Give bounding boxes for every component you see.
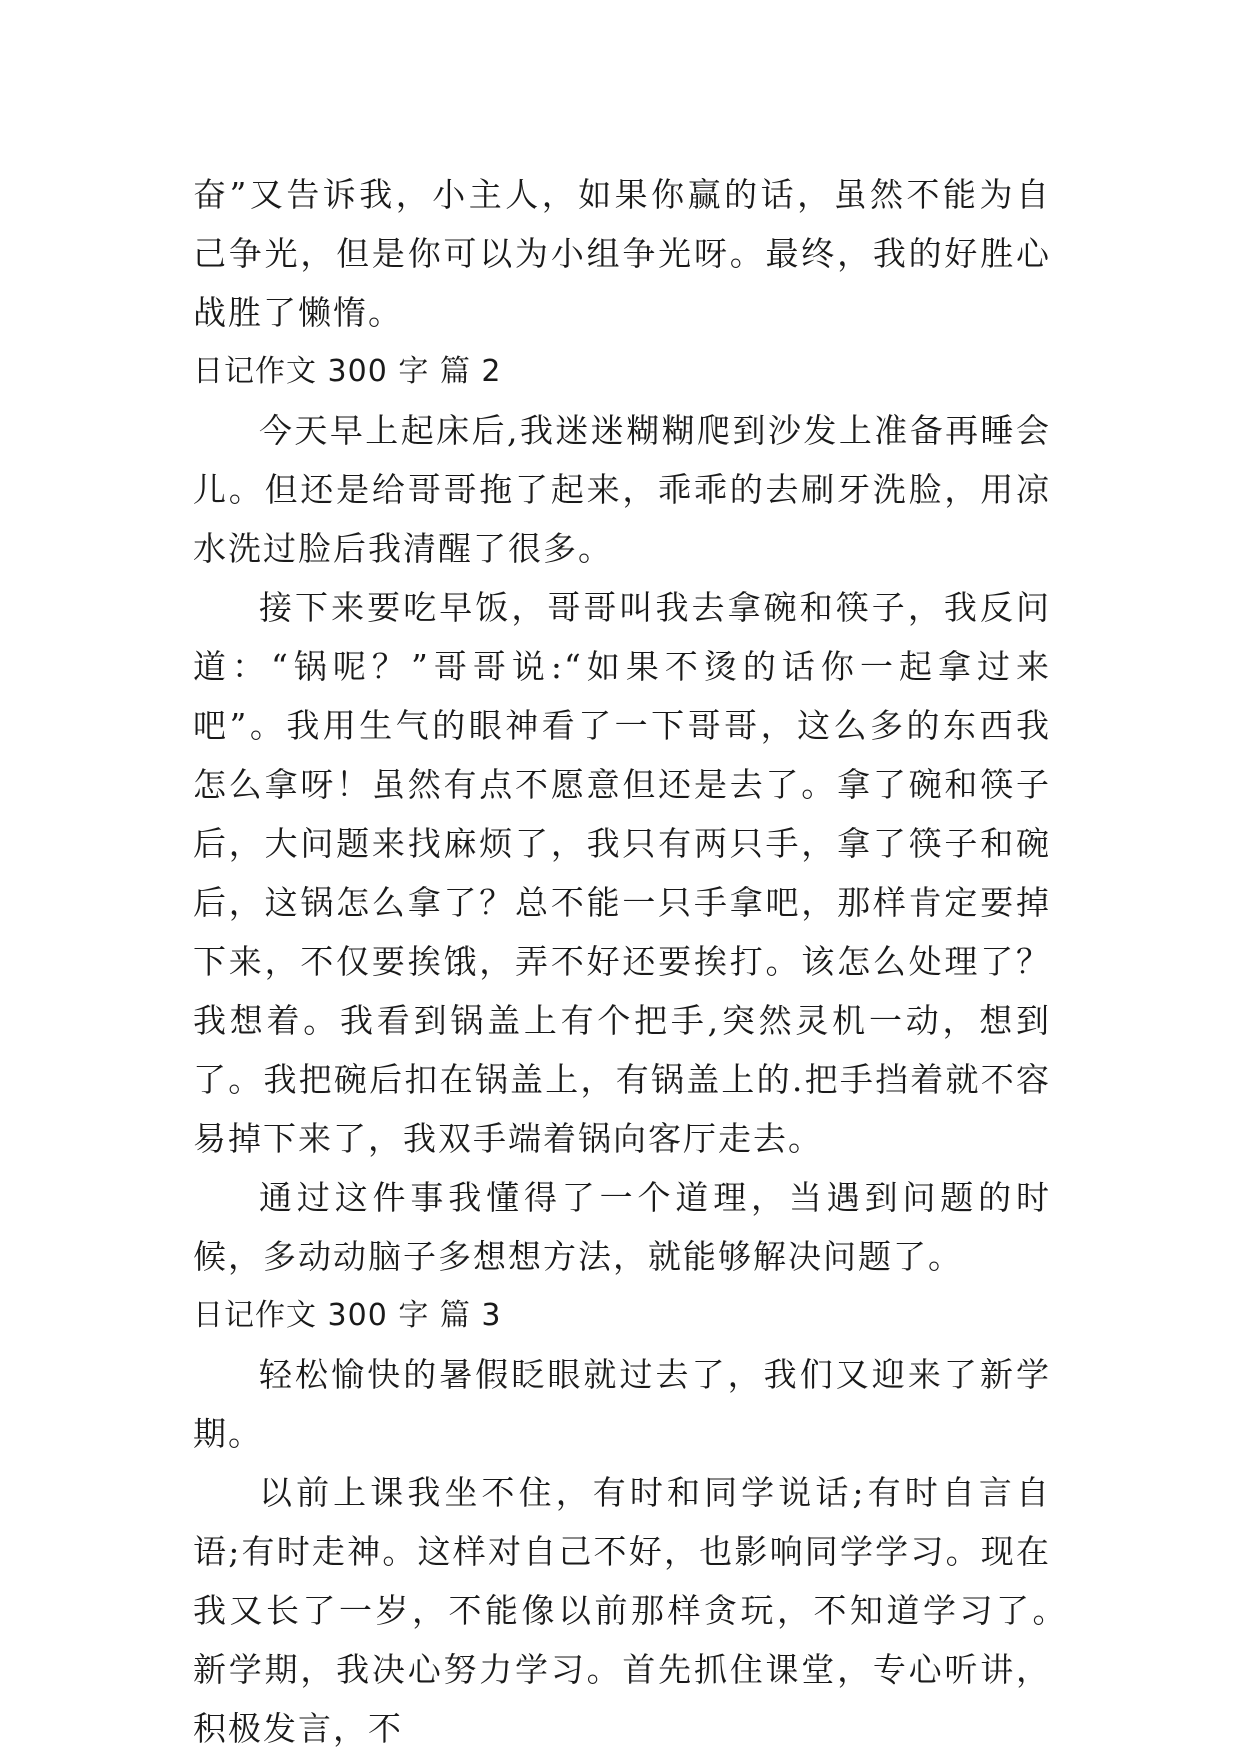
section-2-heading: 日记作文 300 字 篇 2 (193, 354, 502, 389)
section-3-paragraph-2: 以前上课我坐不住，有时和同学说话;有时自言自语;有时走神。这样对自己不好，也影响同学学习。现在我又长了一岁，不能像以前那样贪玩，不知道学习了。 新学期，我决心努力学习。首先抓住课堂，专心听讲，积极发言，不 (193, 1473, 1121, 1748)
section-3-heading: 日记作文 300 字 篇 3 (193, 1298, 502, 1333)
section-2-paragraph-2: 接下来要吃早饭，哥哥叫我去拿碗和筷子，我反问道：“锅呢？”哥哥说:“如果不烫的话你一起拿过来吧”。我用生气的眼神看了一下哥哥，这么多的东西我怎么拿呀！虽然有点不愿意但还是去了。拿了碗和筷子后，大问题来找麻烦了，我只有两只手，拿了筷子和碗后，这锅怎么拿了？总不能一只手拿吧，那样肯定要掉下来，不仅要挨饿，弄不好还要挨打。该怎么处理了？我想着。我看到锅盖上有个把手,突然灵机一动，想到了。我把碗后扣在锅盖上，有锅盖上的.把手挡着就不容易掉下来了，我双手端着锅向客厅走去。 (193, 588, 1051, 1158)
continuation-paragraph: 奋”又告诉我，小主人，如果你赢的话，虽然不能为自己争光，但是你可以为小组争光呀。最终，我的好胜心战胜了懒惰。 (193, 175, 1051, 332)
section-3-paragraph-1: 轻松愉快的暑假眨眼就过去了，我们又迎来了新学期。 (193, 1355, 1051, 1453)
section-2-paragraph-3: 通过这件事我懂得了一个道理，当遇到问题的时候，多动动脑子多想想方法，就能够解决问题了。 (193, 1178, 1051, 1276)
document-body (193, 165, 1121, 1758)
section-2-paragraph-1: 今天早上起床后,我迷迷糊糊爬到沙发上准备再睡会儿。但还是给哥哥拖了起来，乖乖的去刷牙洗脸，用凉水洗过脸后我清醒了很多。 (193, 411, 1051, 568)
